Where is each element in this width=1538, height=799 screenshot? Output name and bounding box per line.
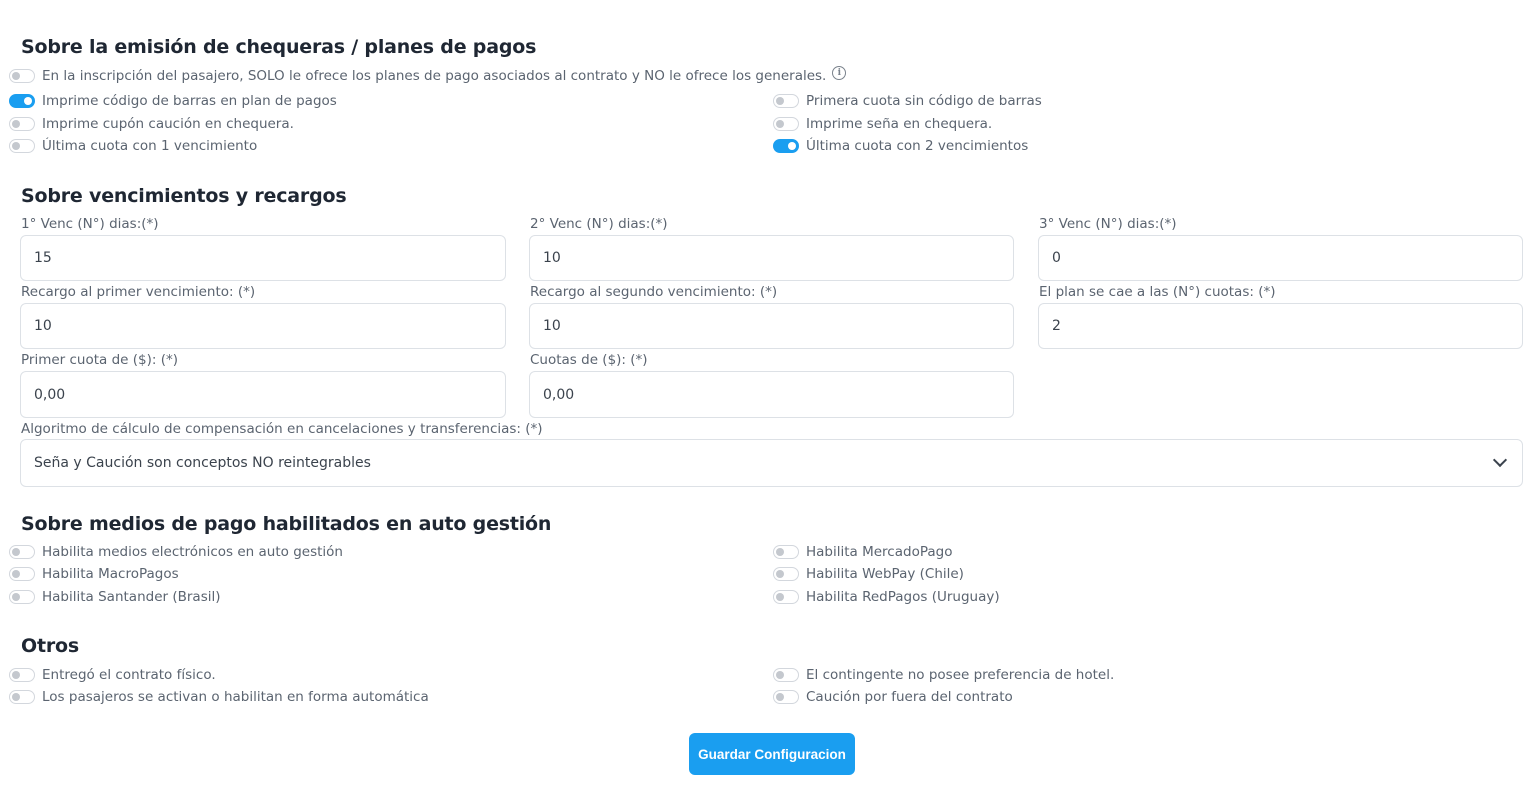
toggle-switch[interactable] — [9, 590, 35, 604]
toggle-label: Entregó el contrato físico. — [42, 667, 216, 683]
toggle-label: Habilita MercadoPago — [806, 544, 953, 560]
venc2-dias-input[interactable]: 10 — [529, 235, 1014, 281]
toggle-label: Habilita Santander (Brasil) — [42, 589, 221, 605]
toggle-label: En la inscripción del pasajero, SOLO le ofrece los planes de pago asociados al contrato y NO le ofrece los generales. — [42, 68, 827, 84]
toggle-switch[interactable] — [9, 668, 35, 682]
field-label-venc2: 2° Venc (N°) dias:(*) — [530, 216, 668, 232]
toggle-switch[interactable] — [9, 117, 35, 131]
toggle-label: Caución por fuera del contrato — [806, 689, 1013, 705]
field-label-venc1: 1° Venc (N°) dias:(*) — [21, 216, 159, 232]
toggle-label: Imprime seña en chequera. — [806, 116, 993, 132]
plan-cae-cuotas-input[interactable]: 2 — [1038, 303, 1523, 349]
field-label-primer-cuota: Primer cuota de ($): (*) — [21, 352, 179, 368]
section-title-medios-pago: Sobre medios de pago habilitados en auto gestión — [21, 513, 552, 535]
toggle-switch[interactable] — [9, 545, 35, 559]
toggle-switch[interactable] — [773, 117, 799, 131]
toggle-label: Habilita medios electrónicos en auto gestión — [42, 544, 343, 560]
section-title-chequeras: Sobre la emisión de chequeras / planes de pagos — [21, 36, 537, 58]
toggle-switch[interactable] — [9, 139, 35, 153]
toggle-label: Última cuota con 2 vencimientos — [806, 138, 1029, 154]
toggle-switch[interactable] — [773, 94, 799, 108]
toggle-switch[interactable] — [773, 690, 799, 704]
field-label-venc3: 3° Venc (N°) dias:(*) — [1039, 216, 1177, 232]
section-title-otros: Otros — [21, 635, 79, 657]
toggle-label: El contingente no posee preferencia de hotel. — [806, 667, 1115, 683]
field-label-cuotas: Cuotas de ($): (*) — [530, 352, 648, 368]
toggle-row-macropagos — [9, 565, 179, 583]
toggle-label: Última cuota con 1 vencimiento — [42, 138, 258, 154]
toggle-row-contrato-fisico — [9, 666, 216, 684]
toggle-row-santander — [9, 588, 221, 606]
chevron-down-icon — [1493, 453, 1507, 467]
toggle-row-redpagos — [773, 588, 1000, 606]
toggle-label: Habilita RedPagos (Uruguay) — [806, 589, 1000, 605]
toggle-row-ultima-cuota-2-venc — [773, 137, 1028, 155]
toggle-switch[interactable] — [9, 567, 35, 581]
toggle-switch[interactable] — [9, 69, 35, 83]
field-label-recargo2: Recargo al segundo vencimiento: (*) — [530, 284, 778, 300]
venc1-dias-input[interactable]: 15 — [20, 235, 506, 281]
toggle-switch[interactable] — [773, 545, 799, 559]
toggle-row-medios-electronicos — [9, 543, 343, 561]
toggle-switch[interactable] — [773, 668, 799, 682]
toggle-label: Primera cuota sin código de barras — [806, 93, 1042, 109]
field-label-plan-cae: El plan se cae a las (N°) cuotas: (*) — [1039, 284, 1276, 300]
toggle-switch[interactable] — [9, 690, 35, 704]
toggle-label: Habilita MacroPagos — [42, 566, 179, 582]
cuotas-input[interactable]: 0,00 — [529, 371, 1014, 418]
toggle-row-imprime-sena — [773, 115, 992, 133]
toggle-switch[interactable] — [773, 590, 799, 604]
info-circle-icon[interactable]: i — [832, 66, 846, 80]
algoritmo-selected-value: Seña y Caución son conceptos NO reintegrables — [34, 455, 371, 471]
toggle-row-caucion-fuera-contrato — [773, 688, 1013, 706]
toggle-row-webpay — [773, 565, 964, 583]
toggle-row-solo-planes-contrato — [9, 67, 846, 85]
toggle-switch[interactable] — [773, 139, 799, 153]
field-label-recargo1: Recargo al primer vencimiento: (*) — [21, 284, 256, 300]
field-label-algoritmo: Algoritmo de cálculo de compensación en cancelaciones y transferencias: (*) — [21, 421, 543, 437]
toggle-row-primera-cuota-sin-codigo — [773, 92, 1042, 110]
recargo1-input[interactable]: 10 — [20, 303, 506, 349]
algoritmo-select[interactable] — [20, 439, 1523, 487]
toggle-row-imprime-cupon-caucion — [9, 115, 294, 133]
toggle-label: Los pasajeros se activan o habilitan en forma automática — [42, 689, 429, 705]
toggle-row-ultima-cuota-1-venc — [9, 137, 257, 155]
toggle-row-mercadopago — [773, 543, 952, 561]
toggle-label: Habilita WebPay (Chile) — [806, 566, 964, 582]
toggle-row-imprime-codigo-barras — [9, 92, 337, 110]
toggle-switch[interactable] — [9, 94, 35, 108]
save-config-button[interactable]: Guardar Configuracion — [689, 733, 855, 775]
recargo2-input[interactable]: 10 — [529, 303, 1014, 349]
venc3-dias-input[interactable]: 0 — [1038, 235, 1523, 281]
primer-cuota-input[interactable]: 0,00 — [20, 371, 506, 418]
section-title-vencimientos: Sobre vencimientos y recargos — [21, 185, 347, 207]
toggle-label: Imprime código de barras en plan de pagos — [42, 93, 337, 109]
toggle-row-activacion-automatica — [9, 688, 429, 706]
toggle-row-preferencia-hotel — [773, 666, 1114, 684]
toggle-switch[interactable] — [773, 567, 799, 581]
toggle-label: Imprime cupón caución en chequera. — [42, 116, 294, 132]
